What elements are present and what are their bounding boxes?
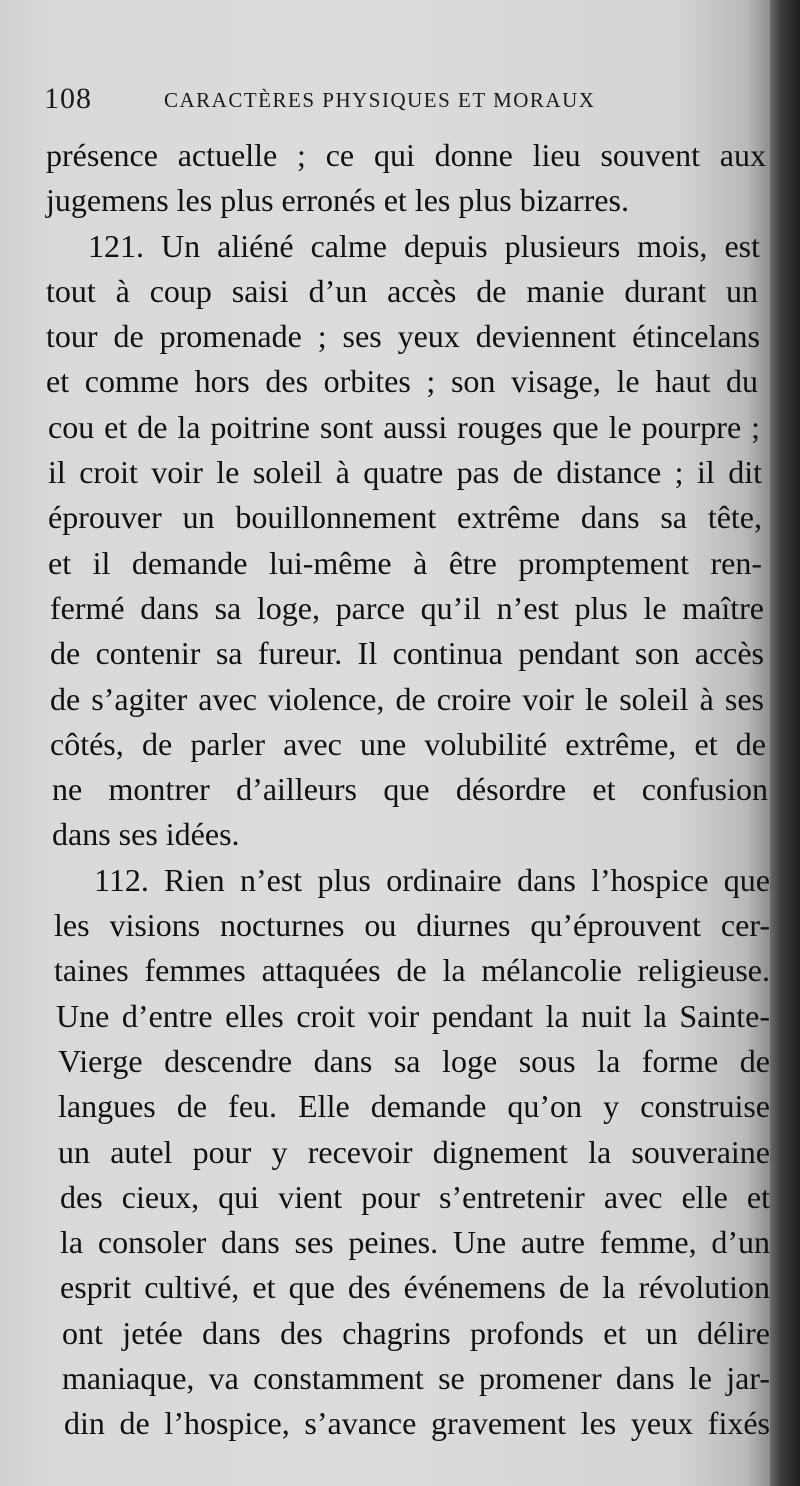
text-line: ne montrer d’ailleurs que désordre et confusion [52, 771, 768, 808]
text-line: éprouver un bouillonnement extrême dans sa tête, [48, 499, 762, 536]
running-head: CARACTÈRES PHYSIQUES ET MORAUX [164, 88, 596, 112]
text-line: Vierge descendre dans sa loge sous la forme de [58, 1042, 770, 1079]
text-line: les visions nocturnes ou diurnes qu’éprouvent cer- [54, 907, 770, 944]
text-line: un autel pour y recevoir dignement la souveraine [58, 1133, 770, 1170]
text-line: fermé dans sa loge, parce qu’il n’est plus le maître [50, 589, 764, 626]
text-line: cou et de la poitrine sont aussi rouges que le pourpre ; [48, 408, 760, 445]
text-line: taines femmes attaquées de la mélancolie religieuse. [54, 952, 770, 989]
text-line: de s’agiter avec violence, de croire voir le soleil à ses [50, 680, 764, 717]
page-header [44, 82, 744, 122]
paragraph-start-line: 112. Rien n’est plus ordinaire dans l’hospice que [94, 861, 770, 898]
text-line: côtés, de parler avec une volubilité extrême, et de [50, 725, 766, 762]
text-line: il croit voir le soleil à quatre pas de distance ; il dit [48, 454, 762, 491]
paragraph-end-line: dans ses idées. [52, 816, 240, 853]
text-line: din de l’hospice, s’avance gravement les yeux fixés [64, 1405, 770, 1442]
text-line: tout à coup saisi d’un accès de manie durant un [46, 272, 758, 309]
paragraph-start-line: 121. Un aliéné calme depuis plusieurs mois, est [88, 227, 760, 264]
text-line: Une d’entre elles croit voir pendant la nuit la Sainte- [56, 997, 770, 1034]
page-number: 108 [44, 82, 92, 115]
text-line: et il demande lui-même à être promptement ren- [48, 544, 762, 581]
text-line: tour de promenade ; ses yeux deviennent étincelans [46, 318, 760, 355]
text-line: esprit cultivé, et que des événemens de la révolution [60, 1269, 770, 1306]
book-spine-shadow [770, 0, 800, 1486]
text-line: langues de feu. Elle demande qu’on y construise [58, 1088, 770, 1125]
text-line: présence actuelle ; ce qui donne lieu souvent aux [46, 137, 766, 173]
text-line: la consoler dans ses peines. Une autre femme, d’un [60, 1224, 770, 1261]
text-line: des cieux, qui vient pour s’entretenir avec elle et [60, 1178, 770, 1215]
text-line: et comme hors des orbites ; son visage, le haut du [46, 363, 758, 400]
text-line: de contenir sa fureur. Il continua pendant son accès [50, 635, 764, 672]
body-text [0, 133, 770, 1447]
text-line: maniaque, va constamment se promener dans le jar- [62, 1360, 770, 1397]
text-line: jugemens les plus erronés et les plus bizarres. [46, 182, 629, 219]
text-line: ont jetée dans des chagrins profonds et un délire [62, 1314, 770, 1351]
